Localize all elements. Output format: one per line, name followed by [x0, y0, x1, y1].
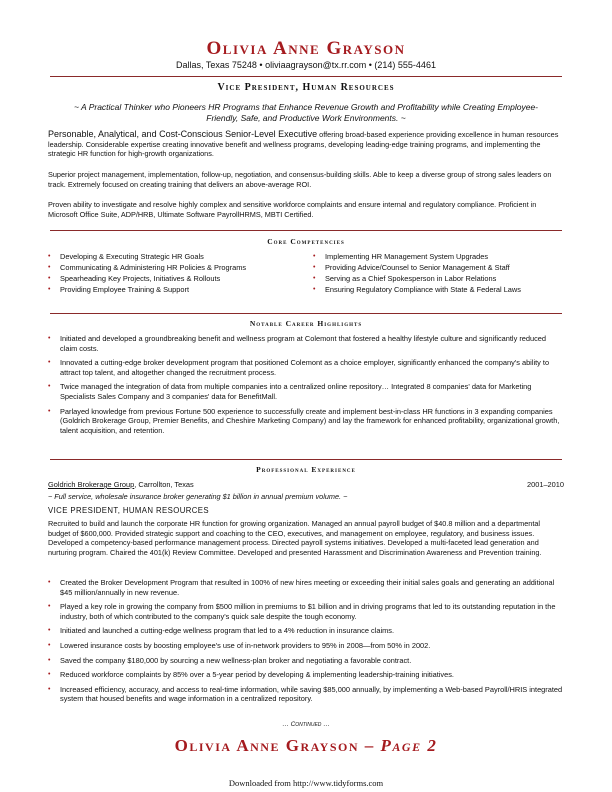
resume-name: Olivia Anne Grayson [206, 38, 406, 59]
competency-item: • Implementing HR Management System Upgrades [313, 251, 521, 262]
competency-item: • Spearheading Key Projects, Initiatives & Rollouts [48, 273, 246, 284]
role-summary: Recruited to build and launch the corporate HR function for growing organization. Managed an annual payroll budget of $40.8 million and a departmental budget of $600,000. Provided strategic support and coaching to the CEO, executives, and management on employee, regulatory, and business issues. Developed a competency-based performance management process. Directed payroll systems initiatives. Developed a multi-faceted lead generation and nurturing program. Chaired the 401(k) Review Committee. Developed and presented Harassment and Discrimination Awareness and Prevention training. [48, 519, 542, 557]
highlight-item: • Parlayed knowledge from previous Fortune 500 experience to successfully create and implement best-in-class HR functions in 3 expanding companies (Goldrich Brokerage Group, Premier Benefits, and Cheshire Marketing Company) and lay the framework for enhanced profitability, organizational growth, talent acquisition, and retention. [48, 407, 564, 436]
page-2-header [0, 736, 612, 756]
competencies-left [48, 251, 246, 295]
summary-text-1: offering broad-based experience providing excellence in human resources leadership. Considerable expertise creating innovative benefit and wellness programs, developing leading-edge training programs, and implementing the strategic HR function for high-growth organizations. [48, 130, 559, 159]
header-divider [50, 76, 562, 77]
divider-competencies [50, 230, 562, 231]
highlight-item: • Twice managed the integration of data from multiple companies into a centralized online repository… Integrated 8 companies' data for Marketing Specialists Sales Company and 3 companies' data for BenefitMall. [48, 382, 564, 401]
highlights-heading: Notable Career Highlights [249, 319, 363, 328]
highlight-item: • Innovated a cutting-edge broker development program that positioned Colemont as a choice employer, significantly enhanced the company's ability to attract top talent, and altogether changed the recruitment process. [48, 358, 564, 377]
achievement-item: • Lowered insurance costs by boosting employee's use of in-network providers to 95% in 2008—from 50% in 2002. [48, 641, 564, 651]
competency-item: • Serving as a Chief Spokesperson in Labor Relations [313, 273, 521, 284]
download-footer: Downloaded from http://www.tidyforms.com [228, 778, 384, 788]
achievements-list [48, 578, 564, 709]
competency-item: • Providing Advice/Counsel to Senior Management & Staff [313, 262, 521, 273]
competency-item: • Communicating & Administering HR Policies & Programs [48, 262, 246, 273]
competency-item: • Ensuring Regulatory Compliance with State & Federal Laws [313, 284, 521, 295]
company-description: ~ Full service, wholesale insurance broker generating $1 billion in annual premium volume. ~ [48, 492, 348, 501]
page-2-label: Page 2 [380, 736, 438, 755]
employment-dates: 2001–2010 [527, 480, 564, 489]
achievement-item: • Reduced workforce complaints by 85% over a 5-year period by developing & implementing leadership-training initiatives. [48, 670, 564, 680]
summary-lead: Personable, Analytical, and Cost-Conscious Senior-Level Executive [48, 129, 318, 139]
employer-line [48, 480, 564, 489]
company-name: Goldrich Brokerage Group [48, 480, 135, 489]
achievement-item: • Created the Broker Development Program that resulted in 100% of new hires meeting or exceeding their initial sales goals and generating an additional $45 million/annually in new revenue. [48, 578, 564, 597]
highlights-list [48, 334, 564, 440]
company-location: , Carrollton, Texas [134, 480, 194, 489]
tagline: ~ A Practical Thinker who Pioneers HR Programs that Enhance Revenue Growth and Profitability while Creating Employee-Friendly, Safe, and Productive Work Environments. ~ [73, 102, 539, 123]
summary-paragraph-1 [48, 130, 564, 159]
contact-line: Dallas, Texas 75248 • oliviaagrayson@tx.rr.com • (214) 555-4461 [176, 60, 436, 70]
achievement-item: • Played a key role in growing the company from $500 million in premiums to $1 billion and in driving programs that led to its outstanding reputation in the industry, both of which contributed to the company's quick sale despite the tough economy. [48, 602, 564, 621]
competency-item: • Developing & Executing Strategic HR Goals [48, 251, 246, 262]
highlight-item: • Initiated and developed a groundbreaking benefit and wellness program at Colemont that fostered a healthy lifestyle culture and significantly reduced claim costs. [48, 334, 564, 353]
competencies-right [313, 251, 521, 295]
divider-experience [50, 459, 562, 460]
divider-highlights [50, 313, 562, 314]
target-title: Vice President, Human Resources [217, 82, 395, 93]
role-title: VICE PRESIDENT, HUMAN RESOURCES [48, 506, 209, 515]
achievement-item: • Increased efficiency, accuracy, and access to real-time information, while saving $85,000 annually, by implementing a Web-based Payroll/HRIS integrated system that housed benefits and wage information in a centralized repository. [48, 685, 564, 704]
experience-heading: Professional Experience [256, 465, 356, 474]
competencies-heading: Core Competencies [267, 237, 345, 246]
achievement-item: • Initiated and launched a cutting-edge wellness program that led to a 4% reduction in insurance claims. [48, 626, 564, 636]
page-2-name: Olivia Anne Grayson – [174, 736, 375, 755]
summary-paragraph-3: Proven ability to investigate and resolve highly complex and sensitive workforce complaints and ensure internal and regulatory compliance. Proficient in Microsoft Office Suite, ADP/HRB, Ultimate Software PayrollHRMS, MBTI Certified. [48, 200, 537, 219]
continued-note: … Continued … [282, 721, 330, 728]
achievement-item: • Saved the company $180,000 by sourcing a new wellness-plan broker and negotiating a favorable contract. [48, 656, 564, 666]
summary-paragraph-2: Superior project management, implementation, follow-up, negotiation, and consensus-building skills. Able to keep a diverse group of strong sales leaders on track. Extremely focused on creating training that delivers an above-average ROI. [48, 170, 552, 189]
competency-item: • Providing Employee Training & Support [48, 284, 246, 295]
